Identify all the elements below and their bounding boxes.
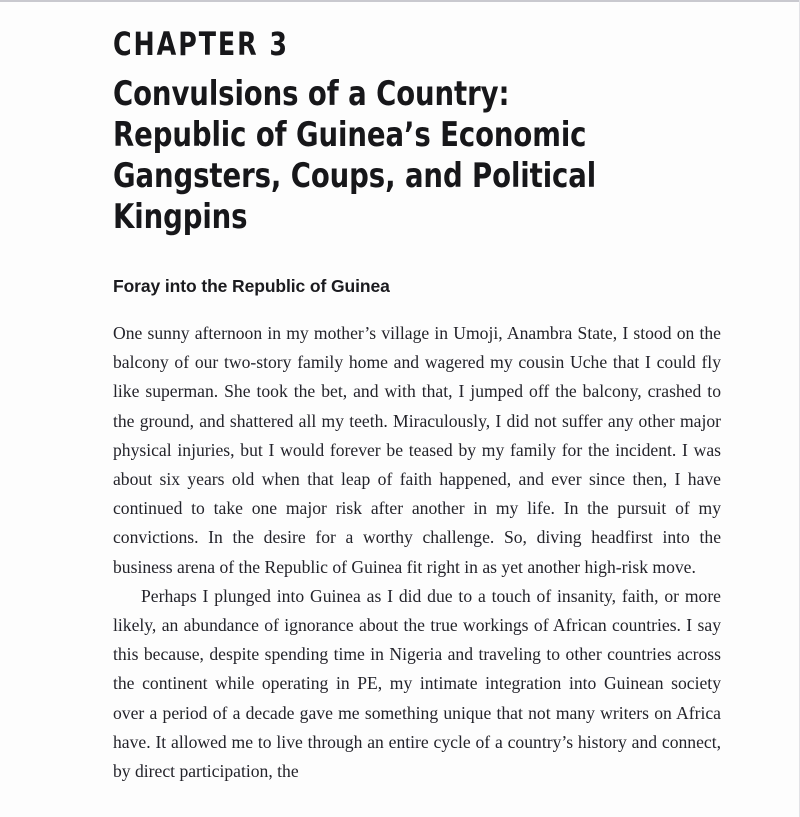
body-paragraph-2: Perhaps I plunged into Guinea as I did due to a touch of insanity, faith, or more likely, an abundance of ignorance about the true workings of African countries. I say this because, despite spending time in Nigeria and traveling to other countries across the continent while operating in PE, my intimate integration into Guinean society over a period of a decade gave me something unique that not many writers on Africa have. It allowed me to live through an entire cycle of a country’s history and connect, by direct participation, the (113, 585, 721, 782)
section-heading: Foray into the Republic of Guinea (113, 276, 390, 296)
body-paragraph-1: One sunny afternoon in my mother’s village in Umoji, Anambra State, I stood on the balcony of our two-story family home and wagered my cousin Uche that I could fly like superman. She took the bet, and with that, I jumped off the balcony, crashed to the ground, and shattered all my teeth. Miraculously, I did not suffer any other major physical injuries, but I would forever be teased by my family for the incident. I was about six years old when that leap of faith happened, and ever since then, I have continued to take one major risk after another in my life. In the pursuit of my convictions. In the desire for a worthy challenge. So, diving headfirst into the business arena of the Republic of Guinea fit right in as yet another high-risk move. (113, 323, 721, 577)
chapter-title: Convulsions of a Country: Republic of Guinea’s Economic Gangsters, Coups, and Political Kingpins (113, 74, 597, 237)
chapter-number-label: CHAPTER 3 (113, 25, 289, 63)
body-text-block (113, 319, 721, 786)
